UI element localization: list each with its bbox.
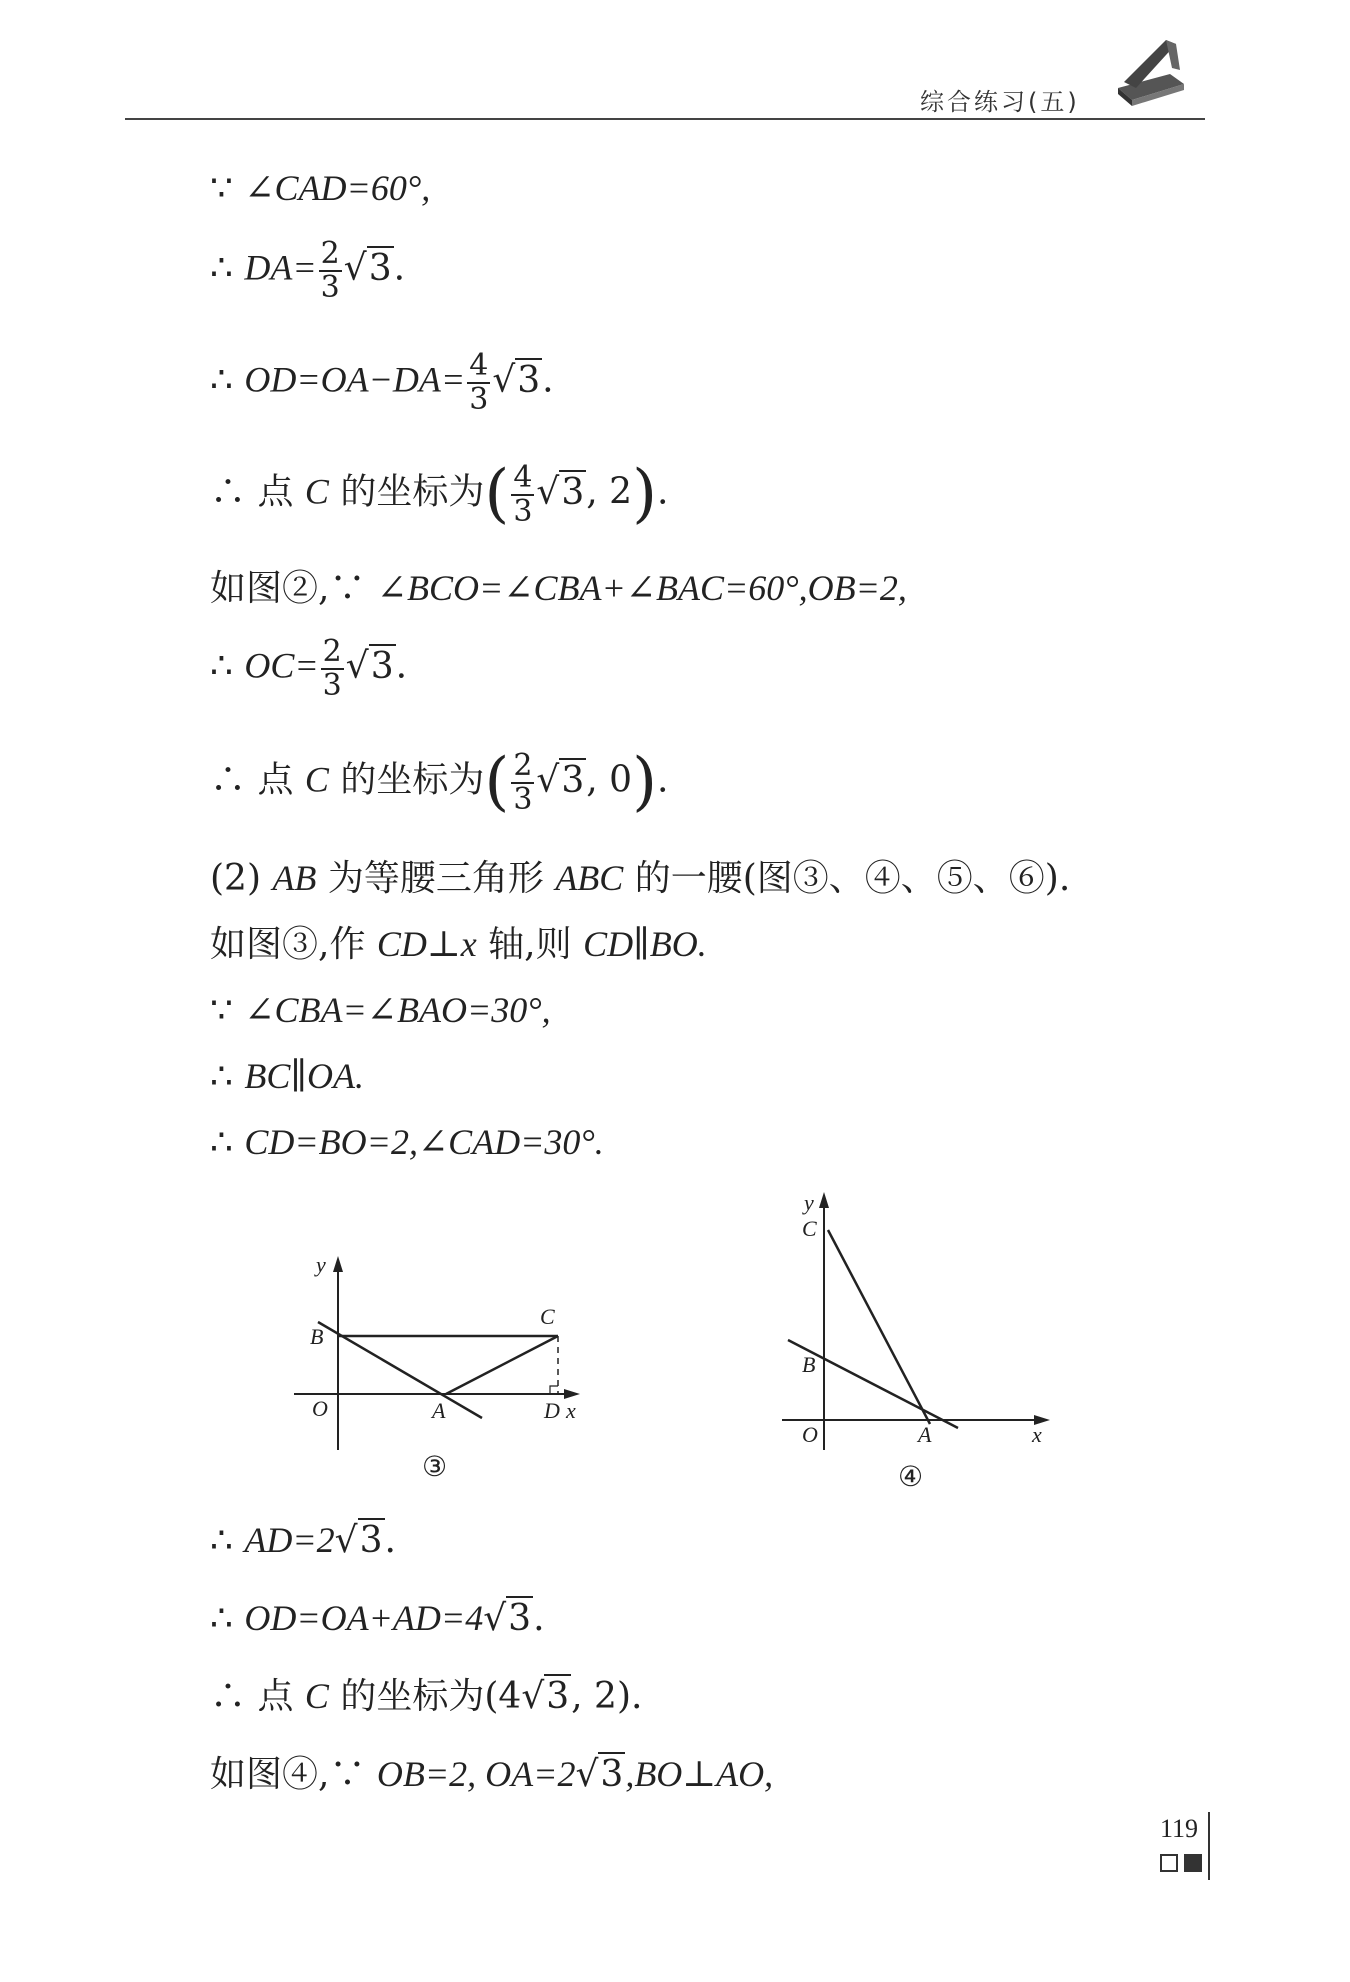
fraction: $\frac{2}{3}$: [320, 236, 340, 305]
sqrt-symbol: √3: [536, 759, 585, 801]
line-6: ∴ OC= $\frac{2}{3}$ √3.: [210, 634, 408, 703]
label-b: B: [802, 1352, 816, 1377]
line-12: ∴ CD=BO=2,∠CAD=30°.: [210, 1122, 604, 1163]
filled-square-icon: [1184, 1854, 1202, 1872]
line-3: ∴ OD=OA−DA= $\frac{4}{3}$ √3.: [210, 348, 554, 417]
segment-ac: [446, 1336, 558, 1394]
label-y: y: [804, 1190, 814, 1215]
sqrt-symbol: √3: [334, 1520, 383, 1561]
sqrt-symbol: √3: [521, 1676, 570, 1717]
label-c: C: [802, 1216, 817, 1241]
line-16: 如图④,∵ OB=2, OA=2√3,BO⊥AO,: [210, 1754, 774, 1795]
line-10: ∵ ∠CBA=∠BAO=30°,: [210, 990, 551, 1031]
line-1: ∵ ∠CAD=60°,: [210, 168, 431, 209]
label-d: D: [544, 1398, 560, 1423]
y-axis-arrow: [333, 1256, 343, 1272]
label-x: x: [1032, 1422, 1042, 1447]
sqrt-symbol: √3: [343, 247, 392, 289]
header-rule: [125, 118, 1205, 120]
label-a: A: [432, 1398, 446, 1423]
label-a: A: [918, 1422, 932, 1447]
sqrt-symbol: √3: [536, 471, 585, 513]
label-x: x: [566, 1398, 576, 1423]
figure-caption: ③: [422, 1452, 448, 1483]
figure-caption: ④: [898, 1462, 924, 1493]
page-number: 119: [1160, 1814, 1199, 1843]
segment-ca: [828, 1230, 930, 1424]
label-o: O: [312, 1396, 328, 1421]
label-y: y: [316, 1252, 326, 1277]
label-o: O: [802, 1422, 818, 1447]
line-8: (2) AB 为等腰三角形 ABC 的一腰(图③、④、⑤、⑥).: [210, 858, 1071, 899]
line-13: ∴ AD=2√3.: [210, 1520, 396, 1561]
line-4: ∴ 点 C 的坐标为( $\frac{4}{3}$ √3, 2).: [210, 456, 669, 531]
figure-4: [770, 1180, 1060, 1493]
line-2: ∴ DA= $\frac{2}{3}$ √3.: [210, 236, 406, 305]
section-title: 综合练习(五): [920, 88, 1080, 116]
line-15: ∴ 点 C 的坐标为(4√3, 2).: [210, 1676, 643, 1717]
sqrt-symbol: √3: [492, 359, 541, 401]
label-b: B: [310, 1324, 324, 1349]
page-number-rule: [1208, 1812, 1210, 1880]
line-11: ∴ BC∥OA.: [210, 1056, 364, 1097]
line-7: ∴ 点 C 的坐标为( $\frac{2}{3}$ √3, 0).: [210, 744, 669, 819]
line-14: ∴ OD=OA+AD=4√3.: [210, 1598, 545, 1639]
fraction: $\frac{4}{3}$: [513, 460, 533, 529]
label-c: C: [540, 1304, 555, 1329]
sqrt-symbol: √3: [575, 1754, 624, 1795]
fraction: $\frac{4}{3}$: [469, 348, 489, 417]
fraction: $\frac{2}{3}$: [322, 634, 342, 703]
sqrt-symbol: √3: [345, 645, 394, 687]
line-5: 如图②,∵ ∠BCO=∠CBA+∠BAC=60°,OB=2,: [210, 568, 907, 609]
fraction: $\frac{2}{3}$: [513, 748, 533, 817]
book-icon: [1110, 30, 1190, 110]
line-9: 如图③,作 CD⊥x 轴,则 CD∥BO.: [210, 924, 707, 965]
right-angle-mark: [550, 1386, 558, 1394]
sqrt-symbol: √3: [483, 1598, 532, 1639]
figure-3: [280, 1250, 600, 1500]
empty-square-icon: [1160, 1854, 1178, 1872]
y-axis-arrow: [819, 1192, 829, 1208]
